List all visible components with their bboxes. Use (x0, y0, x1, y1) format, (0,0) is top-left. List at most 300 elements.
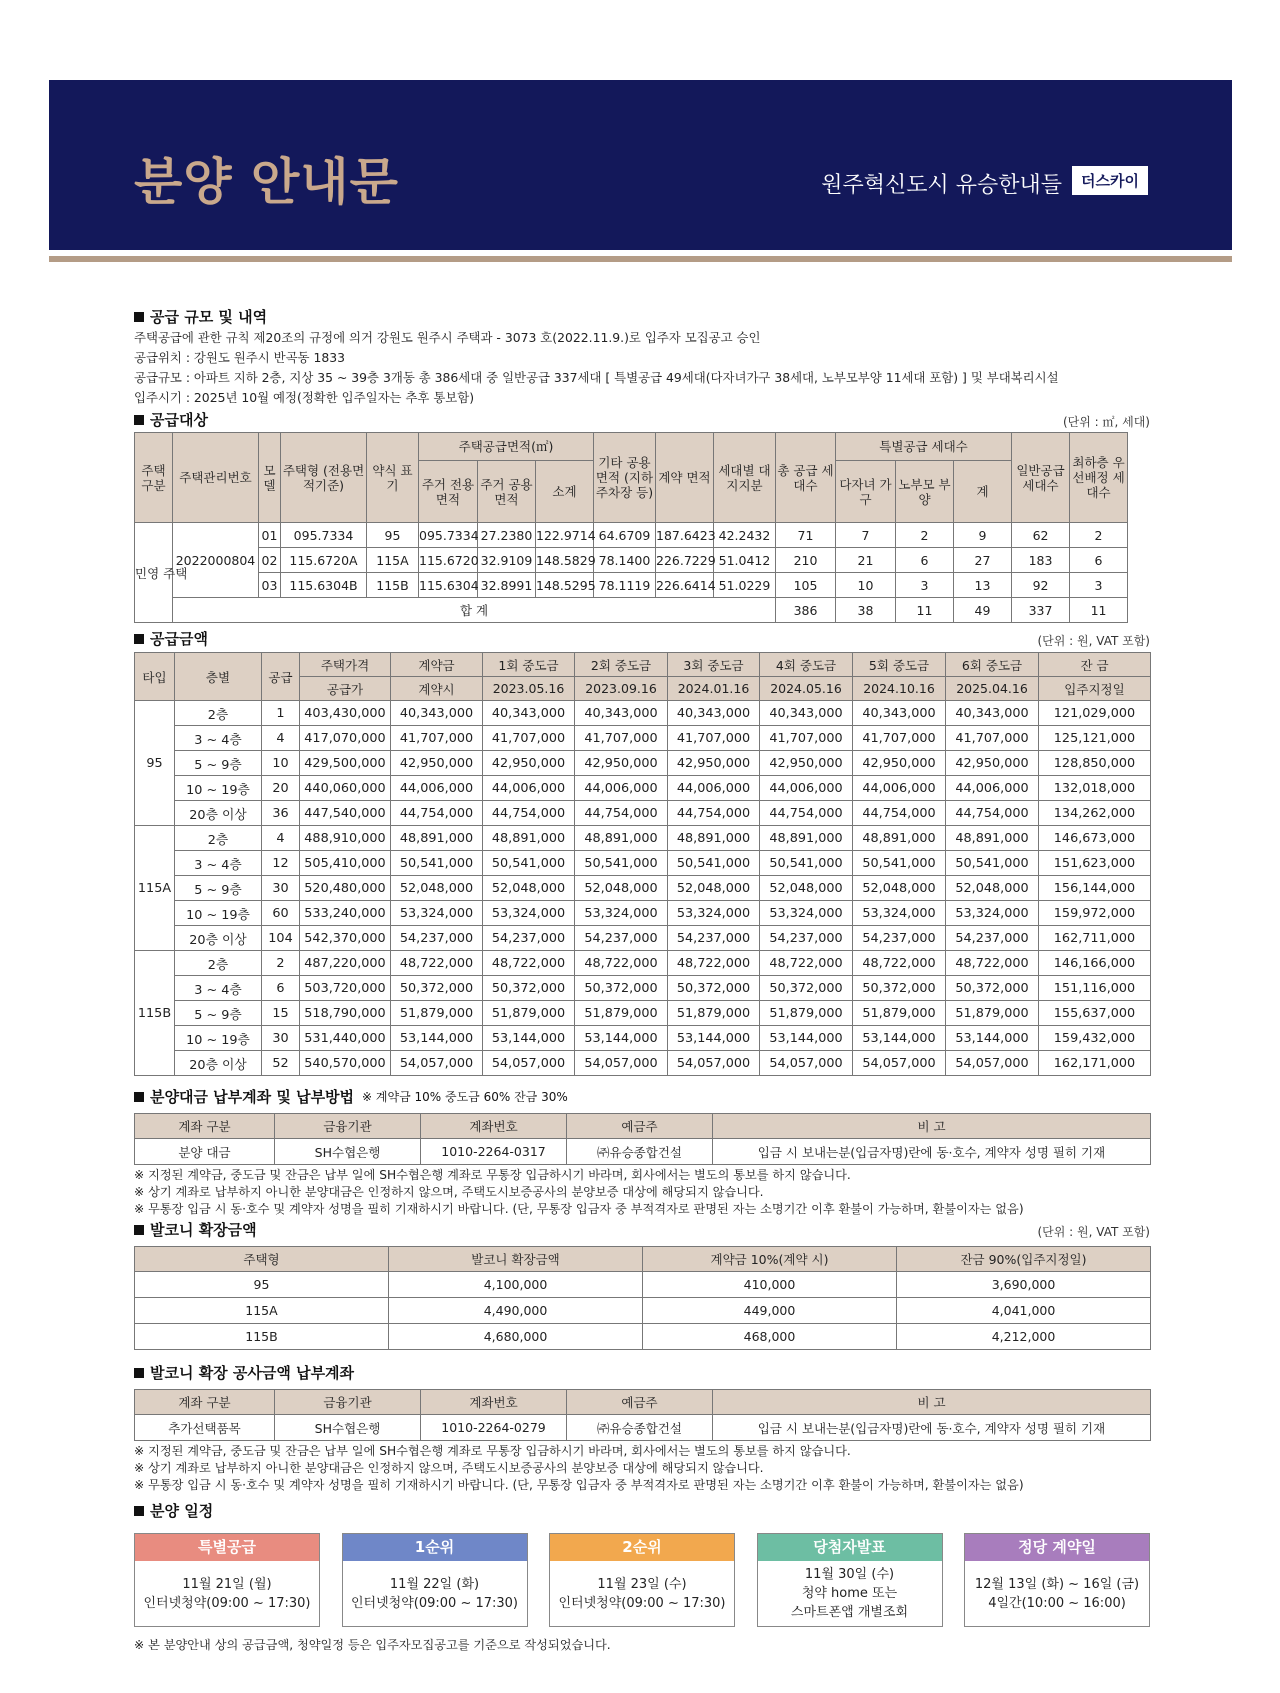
cell: 53,324,000 (668, 901, 760, 926)
cell: 50,372,000 (391, 976, 483, 1001)
sum-cell: 49 (954, 598, 1012, 623)
schedule-cards (134, 1533, 1150, 1627)
cell: 449,000 (643, 1298, 897, 1324)
cell: 162,171,000 (1039, 1051, 1151, 1076)
cell: 132,018,000 (1039, 776, 1151, 801)
section-schedule: 분양 일정 (134, 1500, 1150, 1521)
schedule-card (134, 1533, 320, 1627)
cell: 53,144,000 (760, 1026, 853, 1051)
sum-label: 합 계 (173, 598, 776, 623)
cell: 50,372,000 (575, 976, 668, 1001)
cell: 32.8991 (478, 573, 536, 598)
table-row (135, 1001, 1151, 1026)
bullet-square-icon (134, 1368, 144, 1378)
header-banner (49, 80, 1232, 250)
schedule-card-body (965, 1561, 1149, 1626)
cell: 44,754,000 (760, 801, 853, 826)
table-row (135, 976, 1151, 1001)
table-row (135, 801, 1151, 826)
cell: 52,048,000 (853, 876, 946, 901)
cell: 41,707,000 (668, 726, 760, 751)
cell: 02 (259, 548, 281, 573)
sum-cell: 38 (836, 598, 896, 623)
cell: 155,637,000 (1039, 1001, 1151, 1026)
cell: 115.6720 (419, 548, 478, 573)
cell: 03 (259, 573, 281, 598)
supply-line: 공급위치 : 강원도 원주시 반곡동 1833 (134, 350, 346, 365)
bullet-square-icon (134, 1225, 144, 1235)
cell: 41,707,000 (946, 726, 1039, 751)
cell: 52,048,000 (483, 876, 575, 901)
unit-label: (단위 : 원, VAT 포함) (1037, 1225, 1150, 1239)
cell: 505,410,000 (300, 851, 391, 876)
cell: 115B (135, 1324, 389, 1350)
cell: 44,006,000 (946, 776, 1039, 801)
cell: 52,048,000 (946, 876, 1039, 901)
cell: 20 (262, 776, 300, 801)
cell: 48,891,000 (668, 826, 760, 851)
table-row (135, 1324, 1151, 1350)
cell: 30 (262, 1026, 300, 1051)
cell: 53,144,000 (853, 1026, 946, 1051)
cell: 121,029,000 (1039, 701, 1151, 726)
cell: 115B (367, 573, 419, 598)
cell: 51,879,000 (391, 1001, 483, 1026)
cell: 5 ~ 9층 (175, 1001, 262, 1026)
cell: 10 ~ 19층 (175, 1026, 262, 1051)
schedule-card-body (343, 1561, 527, 1626)
supply-line: 입주시기 : 2025년 10월 예정(정확한 입주일자는 추후 통보함) (134, 390, 475, 405)
unit-label: (단위 : 원, VAT 포함) (1037, 634, 1150, 648)
schedule-line: 청약 home 또는 (801, 1586, 898, 1601)
cell: 53,324,000 (575, 901, 668, 926)
cell: 40,343,000 (946, 701, 1039, 726)
schedule-card-body (758, 1561, 942, 1626)
supply-lines (134, 328, 1150, 408)
cell: 41,707,000 (483, 726, 575, 751)
cell: 48,891,000 (575, 826, 668, 851)
cell: 4,490,000 (389, 1298, 643, 1324)
cell: 41,707,000 (853, 726, 946, 751)
section-balcony: 발코니 확장금액 (134, 1219, 257, 1240)
cell: 148.5829 (536, 548, 594, 573)
cell: 53,324,000 (483, 901, 575, 926)
cell: 95 (135, 1272, 389, 1298)
cell: 4,680,000 (389, 1324, 643, 1350)
cell: 52 (262, 1051, 300, 1076)
cell: 20층 이상 (175, 801, 262, 826)
cell: 134,262,000 (1039, 801, 1151, 826)
cell: 51.0229 (714, 573, 776, 598)
cell: 52,048,000 (668, 876, 760, 901)
bullet-square-icon (134, 1506, 144, 1516)
cell: 542,370,000 (300, 926, 391, 951)
cell: 540,570,000 (300, 1051, 391, 1076)
cell: 50,372,000 (853, 976, 946, 1001)
cell: 5 ~ 9층 (175, 876, 262, 901)
cell: 44,754,000 (668, 801, 760, 826)
schedule-card-title: 정당 계약일 (965, 1534, 1149, 1561)
table-row (135, 573, 1186, 598)
cell: 48,722,000 (483, 951, 575, 976)
schedule-line: 인터넷청약(09:00 ~ 17:30) (143, 1595, 311, 1611)
cell: 54,057,000 (760, 1051, 853, 1076)
cell: 3 (1070, 573, 1128, 598)
cell: 42,950,000 (391, 751, 483, 776)
schedule-line: 12월 13일 (화) ~ 16일 (금) (974, 1576, 1140, 1592)
management-number: 2022000804 (173, 523, 259, 598)
cell: 53,324,000 (853, 901, 946, 926)
cell: 50,541,000 (575, 851, 668, 876)
cell: 48,722,000 (391, 951, 483, 976)
cell: 44,006,000 (853, 776, 946, 801)
schedule-line: 11월 22일 (화) (389, 1576, 480, 1592)
cell: 115A (367, 548, 419, 573)
cell: 53,144,000 (575, 1026, 668, 1051)
cell: 48,891,000 (391, 826, 483, 851)
schedule-line: 11월 30일 (수) (804, 1567, 895, 1582)
schedule-card (757, 1533, 943, 1627)
cell: 50,541,000 (668, 851, 760, 876)
cell: 51.0412 (714, 548, 776, 573)
header-rule (49, 256, 1232, 262)
table-row (135, 876, 1151, 901)
schedule-card (549, 1533, 735, 1627)
schedule-card-title: 특별공급 (135, 1534, 319, 1561)
cell: 2 (896, 523, 954, 548)
table-row (135, 776, 1151, 801)
cell: 7 (836, 523, 896, 548)
cell: 3 ~ 4층 (175, 976, 262, 1001)
cell: 447,540,000 (300, 801, 391, 826)
sum-row (135, 598, 1186, 623)
house-category: 민영 주택 (135, 523, 173, 623)
cell: 156,144,000 (1039, 876, 1151, 901)
cell: 410,000 (643, 1272, 897, 1298)
cell: 36 (262, 801, 300, 826)
cell: 42.2432 (714, 523, 776, 548)
cell: 4,100,000 (389, 1272, 643, 1298)
cell: 44,754,000 (391, 801, 483, 826)
cell: 54,057,000 (668, 1051, 760, 1076)
cell: 48,722,000 (760, 951, 853, 976)
supply-line: 주택공급에 관한 규칙 제20조의 규정에 의거 강원도 원주시 주택과 - 3073 호(2022.11.9.)로 입주자 모집공고 승인 (134, 330, 761, 345)
cell: 50,372,000 (760, 976, 853, 1001)
cell: 52,048,000 (391, 876, 483, 901)
sum-cell: 337 (1012, 598, 1070, 623)
schedule-line: 스마트폰앱 개별조회 (790, 1605, 909, 1620)
cell: 159,432,000 (1039, 1026, 1151, 1051)
cell: 41,707,000 (760, 726, 853, 751)
cell: 71 (776, 523, 836, 548)
cell: 54,237,000 (668, 926, 760, 951)
cell: 53,144,000 (391, 1026, 483, 1051)
cell: 54,237,000 (575, 926, 668, 951)
cell: 44,754,000 (575, 801, 668, 826)
cell: 62 (1012, 523, 1070, 548)
cell: 468,000 (643, 1324, 897, 1350)
cell: 146,673,000 (1039, 826, 1151, 851)
bullet-square-icon (134, 312, 144, 322)
cell: 44,754,000 (946, 801, 1039, 826)
cell: 115.6720A (281, 548, 367, 573)
cell: 429,500,000 (300, 751, 391, 776)
cell: 42,950,000 (946, 751, 1039, 776)
section-price: 공급금액 (134, 628, 208, 649)
schedule-line: 11월 21일 (월) (182, 1576, 272, 1592)
cell: 50,541,000 (853, 851, 946, 876)
cell: 3 ~ 4층 (175, 726, 262, 751)
cell: 4 (262, 826, 300, 851)
cell: 50,372,000 (946, 976, 1039, 1001)
schedule-line: 4일간(10:00 ~ 16:00) (988, 1595, 1126, 1611)
schedule-card (342, 1533, 528, 1627)
cell: 42,950,000 (483, 751, 575, 776)
account-number[interactable]: 1010-2264-0317 (421, 1139, 567, 1165)
cell: 53,324,000 (760, 901, 853, 926)
cell: 51,879,000 (760, 1001, 853, 1026)
cell: 162,711,000 (1039, 926, 1151, 951)
cell: 51,879,000 (483, 1001, 575, 1026)
cell: 210 (776, 548, 836, 573)
cell: 6 (262, 976, 300, 1001)
cell: 48,722,000 (575, 951, 668, 976)
cell: 51,879,000 (853, 1001, 946, 1026)
cell: 40,343,000 (668, 701, 760, 726)
cell: 54,237,000 (760, 926, 853, 951)
schedule-card-title: 당첨자발표 (758, 1534, 942, 1561)
bullet-square-icon (134, 415, 144, 425)
cell: 226.7229 (656, 548, 714, 573)
cell: 95 (367, 523, 419, 548)
cell: 54,057,000 (483, 1051, 575, 1076)
schedule-card-body (135, 1561, 319, 1626)
cell: 27 (954, 548, 1012, 573)
cell: 44,754,000 (853, 801, 946, 826)
schedule-card-title: 2순위 (550, 1534, 734, 1561)
cell: 52,048,000 (575, 876, 668, 901)
table-row (135, 901, 1151, 926)
cell: 51,879,000 (946, 1001, 1039, 1026)
balcony-account-table: 계좌 구분 금융기관 계좌번호 예금주 비 고 추가선택품목 SH수협은행 1010-2264-0279 ㈜유승종합건설 입금 시 보내는분(입금자명)란에 동·호수, 계약자 성명 필히 기재 (134, 1389, 1151, 1441)
complex-name: 원주혁신도시 유승한내들 (821, 173, 1062, 198)
cell: 48,891,000 (483, 826, 575, 851)
account-number[interactable]: 1010-2264-0279 (421, 1415, 567, 1441)
cell: 15 (262, 1001, 300, 1026)
section-target: 공급대상 (134, 409, 208, 430)
cell: 9 (954, 523, 1012, 548)
cell: 54,057,000 (946, 1051, 1039, 1076)
cell: 48,722,000 (946, 951, 1039, 976)
cell: 183 (1012, 548, 1070, 573)
cell: 53,324,000 (946, 901, 1039, 926)
page-title: 분양 안내문 (134, 153, 399, 211)
sum-cell: 11 (1070, 598, 1128, 623)
type-cell: 115B (135, 951, 175, 1076)
cell: 148.5295 (536, 573, 594, 598)
cell: 54,237,000 (853, 926, 946, 951)
table-row (135, 548, 1186, 573)
cell: 44,006,000 (483, 776, 575, 801)
cell: 6 (896, 548, 954, 573)
cell: 53,144,000 (946, 1026, 1039, 1051)
bullet-square-icon (134, 634, 144, 644)
cell: 42,950,000 (575, 751, 668, 776)
cell: 105 (776, 573, 836, 598)
cell: 48,891,000 (760, 826, 853, 851)
cell: 40,343,000 (853, 701, 946, 726)
cell: 417,070,000 (300, 726, 391, 751)
cell: 104 (262, 926, 300, 951)
cell: 1 (262, 701, 300, 726)
cell: 095.7334 (419, 523, 478, 548)
table-row (135, 1026, 1151, 1051)
cell: 50,372,000 (483, 976, 575, 1001)
cell: 226.6414 (656, 573, 714, 598)
cell: 146,166,000 (1039, 951, 1151, 976)
cell: 2 (262, 951, 300, 976)
cell: 3 ~ 4층 (175, 851, 262, 876)
balcony-account-notes: ※ 지정된 계약금, 중도금 및 잔금은 납부 일에 SH수협은행 계좌로 무통장 입금하시기 바라며, 회사에서는 별도의 통보를 하지 않습니다. ※ 상기 계좌로 납부하지 아니한 분양대금은 인정하지 않으며, 주택도시보증공사의 분양보증 대상에 해당되지 않습니다. ※ 무통장 입금 시 동·호수 및 계약자 성명을 필히 기재하시기 바랍니다. (단, 무통장 입금자 중 부적격자로 판명된 자는 소명기간 이후 환불이 가능하며, 환불이자는 없음) (134, 1444, 1024, 1492)
cell: 40,343,000 (760, 701, 853, 726)
cell: 6 (1070, 548, 1128, 573)
table-row (135, 926, 1151, 951)
cell: 42,950,000 (668, 751, 760, 776)
cell: 2 (1070, 523, 1128, 548)
cell: 531,440,000 (300, 1026, 391, 1051)
cell: 115.6304B (281, 573, 367, 598)
cell: 2층 (175, 826, 262, 851)
section-supply: 공급 규모 및 내역 (134, 306, 1150, 327)
cell: 128,850,000 (1039, 751, 1151, 776)
cell: 64.6709 (594, 523, 656, 548)
table-row (135, 701, 1151, 726)
schedule-card-title: 1순위 (343, 1534, 527, 1561)
supply-line: 공급규모 : 아파트 지하 2층, 지상 35 ~ 39층 3개동 총 386세대 중 일반공급 337세대 [ 특별공급 49세대(다자녀가구 38세대, 노부모부양 11세대 포함) ] 및 부대복리시설 (134, 370, 1059, 385)
cell: 40,343,000 (391, 701, 483, 726)
balcony-table: 주택형 발코니 확장금액 계약금 10%(계약 시) 잔금 90%(입주지정일) 95 4,100,000 410,000 3,690,000 115A 4,490,000 449,000 4,041,000 115B 4,680,000 468,000 4,212,000 (134, 1246, 1151, 1350)
cell: 403,430,000 (300, 701, 391, 726)
cell: 44,754,000 (483, 801, 575, 826)
cell: 48,722,000 (853, 951, 946, 976)
account-table: 계좌 구분 금융기관 계좌번호 예금주 비 고 분양 대금 SH수협은행 1010-2264-0317 ㈜유승종합건설 입금 시 보내는분(입금자명)란에 동·호수, 계약자 성명 필히 기재 (134, 1113, 1151, 1165)
section-account: 분양대금 납부계좌 및 납부방법 ※ 계약금 10% 중도금 60% 잔금 30% (134, 1086, 1150, 1107)
unit-label: (단위 : ㎡, 세대) (1062, 415, 1150, 429)
price-rows (135, 701, 1151, 1076)
sum-cell: 11 (896, 598, 954, 623)
cell: 488,910,000 (300, 826, 391, 851)
cell: 32.9109 (478, 548, 536, 573)
schedule-line: 인터넷청약(09:00 ~ 17:30) (350, 1595, 519, 1611)
cell: 54,237,000 (483, 926, 575, 951)
type-cell: 115A (135, 826, 175, 951)
cell: 54,057,000 (391, 1051, 483, 1076)
cell: 27.2380 (478, 523, 536, 548)
schedule-card-body (550, 1561, 734, 1626)
table-row (135, 1051, 1151, 1076)
type-cell: 95 (135, 701, 175, 826)
cell: 50,541,000 (946, 851, 1039, 876)
cell: 503,720,000 (300, 976, 391, 1001)
cell: 41,707,000 (391, 726, 483, 751)
price-table: 타입 층별 공급 주택가격 계약금 1회 중도금 2회 중도금 3회 중도금 4회 중도금 5회 중도금 6회 중도금 잔 금 공급가 계약시 2023.05.16 2023.09.16 2024.01.16 2024.05.16 2024.10.16 2025.04.16 입주지정일 95 2층 1 403,430,000 40,343,000 40,343,000 40,343,000 40,343,000 40,343,000 40,343,000 40,343,000 121,029,000 3 ~ 4층 4 417,070,000 41,707,000 41,707,000 41,707,000 41,707,000 41,707,000 41,707,000 41,707,000 125,121,000 5 ~ 9층 10 429,500,000 42,950,000 42,950,000 42,950,000 42,950,000 42,950,000 42,950,000 42,950,000 128,850,000 10 ~ 19층 20 440,060,000 44,006,000 44,006,000 44,006,000 44,006,000 44,006,000 44,006,000 44,006,000 132,018,000 20층 이상 36 447,540,000 44,754,000 44,754,000 44,754,000 44,754,000 44,754,000 44,754,000 44,754,000 134,262,000 115A 2층 4 488,910,000 48,891,000 48,891,000 48,891,000 48,891,000 48,891,000 48,891,000 48,891,000 146,673,000 3 ~ 4층 12 505,410,000 50,541,000 50,541,000 50,541,000 50,541,000 50,541,000 50,541,000 50,541,000 151,623,000 5 ~ 9층 30 520,480,000 52,048,000 52,048,000 52,048,000 52,048,000 52,048,000 52,048,000 52,048,000 156,144,000 10 ~ 19층 60 533,240,000 53,324,000 53,324,000 53,324,000 53,324,000 53,324,000 53,324,000 53,324,000 159,972,000 20층 이상 104 542,370,000 54,237,000 54,237,000 54,237,000 54,237,000 54,237,000 54,237,000 54,237,000 162,711,000 115B 2층 2 487,220,000 48,722,000 48,722,000 48,722,000 48,722,000 48,722,000 48,722,000 48,722,000 146,166,000 3 ~ 4층 6 503,720,000 50,372,000 50,372,000 50,372,000 50,372,000 50,372,000 50,372,000 50,372,000 151,116,000 5 ~ 9층 15 518,790,000 51,879,000 51,879,000 51,879,000 51,879,000 51,879,000 51,879,000 51,879,000 155,637,000 10 ~ 19층 30 531,440,000 53,144,000 53,144,000 53,144,000 53,144,000 53,144,000 53,144,000 53,144,000 159,432,000 20층 이상 52 540,570,000 54,057,000 54,057,000 54,057,000 54,057,000 54,057,000 54,057,000 54,057,000 162,171,000 (134, 652, 1151, 1076)
bullet-square-icon (134, 1092, 144, 1102)
cell: 40,343,000 (483, 701, 575, 726)
cell: 151,623,000 (1039, 851, 1151, 876)
cell: 151,116,000 (1039, 976, 1151, 1001)
target-rows (135, 523, 1186, 623)
cell: 4,041,000 (897, 1298, 1151, 1324)
cell: 41,707,000 (575, 726, 668, 751)
cell: 50,541,000 (760, 851, 853, 876)
cell: 44,006,000 (668, 776, 760, 801)
table-row (135, 951, 1151, 976)
footnote: ※ 본 분양안내 상의 공급금액, 청약일정 등은 입주자모집공고를 기준으로 작성되었습니다. (134, 1638, 611, 1652)
cell: 10 ~ 19층 (175, 776, 262, 801)
account-notes: ※ 지정된 계약금, 중도금 및 잔금은 납부 일에 SH수협은행 계좌로 무통장 입금하시기 바라며, 회사에서는 별도의 통보를 하지 않습니다. ※ 상기 계좌로 납부하지 아니한 분양대금은 인정하지 않으며, 주택도시보증공사의 분양보증 대상에 해당되지 않습니다. ※ 무통장 입금 시 동·호수 및 계약자 성명을 필히 기재하시기 바랍니다. (단, 무통장 입금자 중 부적격자로 판명된 자는 소명기간 이후 환불이 가능하며, 환불이자는 없음) (134, 1168, 1024, 1216)
table-row (135, 826, 1151, 851)
cell: 4,212,000 (897, 1324, 1151, 1350)
cell: 12 (262, 851, 300, 876)
cell: 20층 이상 (175, 1051, 262, 1076)
content (134, 306, 1150, 1654)
table-row (135, 726, 1151, 751)
target-table: 주택 구분 주택관리번호 모 델 주택형 (전용면적기준) 약식 표기 주택공급면적(㎡) 기타 공용면적 (지하 주차장 등) 계약 면적 세대별 대지지분 총 공급 세대수 특별공급 세대수 일반공급 세대수 최하층 우선배정 세대수 주거 전용면적 주거 공용면적 소계 다자녀 가구 노부모 부양 계 민영 주택 2022000804 01 095.7334 95 095.7334 27.2380 122.9714 64.6709 187.6423 42.2432 71 7 2 9 62 2 02 115.6720A 115A 115.6720 32.9109 148.5829 78.1400 226.7229 51.0412 210 21 6 27 183 6 03 115.6304B 115B 115.6304 32.8991 148.5295 78.1119 226.6414 51.0229 105 10 3 13 92 3 합 계 386 38 11 49 337 11 (134, 432, 1186, 623)
cell: 54,237,000 (946, 926, 1039, 951)
table-row (135, 1298, 1151, 1324)
cell: 60 (262, 901, 300, 926)
cell: 50,541,000 (483, 851, 575, 876)
sum-cell: 386 (776, 598, 836, 623)
cell: 48,891,000 (946, 826, 1039, 851)
schedule-card (964, 1533, 1150, 1627)
cell: 115.6304 (419, 573, 478, 598)
cell: 01 (259, 523, 281, 548)
cell: 487,220,000 (300, 951, 391, 976)
cell: 125,121,000 (1039, 726, 1151, 751)
cell: 10 (836, 573, 896, 598)
cell: 54,057,000 (575, 1051, 668, 1076)
cell: 53,324,000 (391, 901, 483, 926)
cell: 20층 이상 (175, 926, 262, 951)
cell: 5 ~ 9층 (175, 751, 262, 776)
cell: 92 (1012, 573, 1070, 598)
cell: 44,006,000 (575, 776, 668, 801)
cell: 48,891,000 (853, 826, 946, 851)
cell: 50,541,000 (391, 851, 483, 876)
cell: 2층 (175, 951, 262, 976)
cell: 187.6423 (656, 523, 714, 548)
cell: 48,722,000 (668, 951, 760, 976)
cell: 4 (262, 726, 300, 751)
balcony-rows (135, 1272, 1151, 1350)
cell: 54,237,000 (391, 926, 483, 951)
cell: 50,372,000 (668, 976, 760, 1001)
cell: 44,006,000 (391, 776, 483, 801)
cell: 122.9714 (536, 523, 594, 548)
cell: 095.7334 (281, 523, 367, 548)
cell: 533,240,000 (300, 901, 391, 926)
cell: 52,048,000 (760, 876, 853, 901)
cell: 520,480,000 (300, 876, 391, 901)
cell: 30 (262, 876, 300, 901)
cell: 42,950,000 (760, 751, 853, 776)
table-row (135, 751, 1151, 776)
cell: 42,950,000 (853, 751, 946, 776)
cell: 10 ~ 19층 (175, 901, 262, 926)
cell: 115A (135, 1298, 389, 1324)
cell: 40,343,000 (575, 701, 668, 726)
